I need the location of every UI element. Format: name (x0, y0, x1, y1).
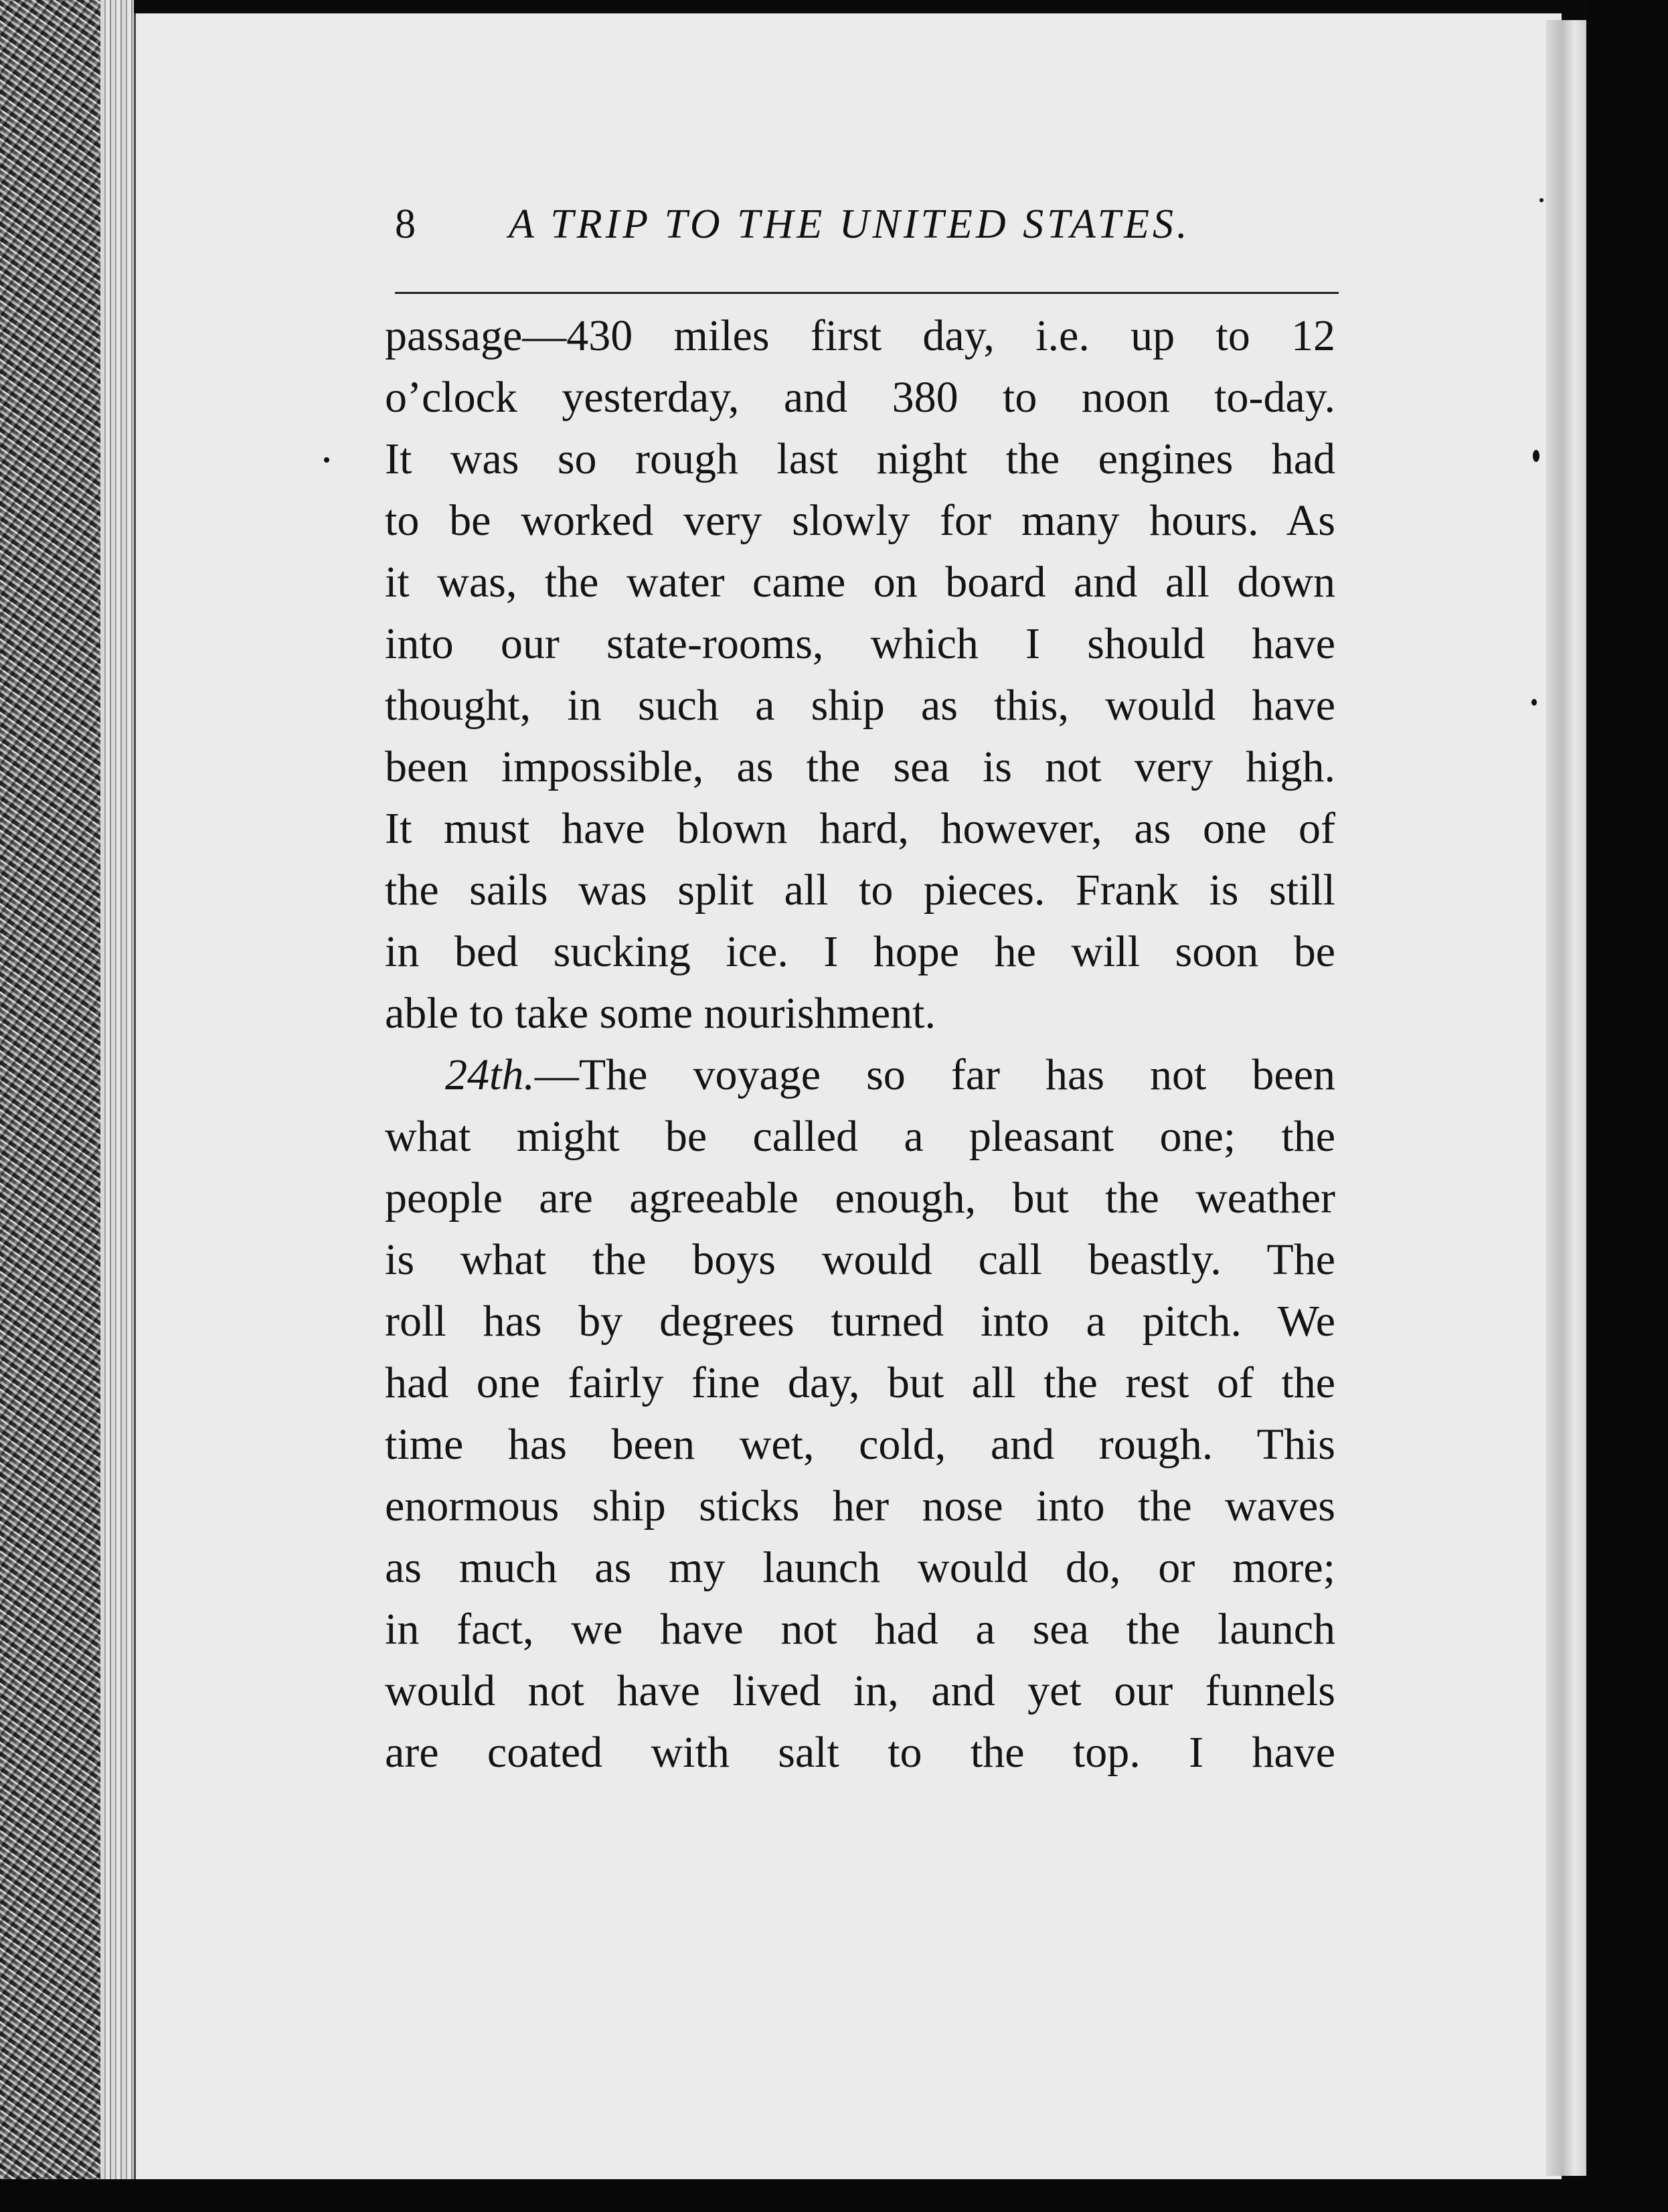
text-line: as much as my launch would do, or more; (385, 1543, 1335, 1592)
text-line: o’clock yesterday, and 380 to noon to-day. (385, 373, 1335, 422)
page-number: 8 (395, 202, 416, 247)
paragraph-2 (385, 1044, 1335, 1784)
scan-speck (324, 457, 329, 463)
text-line: time has been wet, cold, and rough. This (385, 1420, 1335, 1469)
text-line-rest: —The voyage so far has not been (534, 1050, 1335, 1099)
text-line: the sails was split all to pieces. Frank is still (385, 866, 1335, 915)
scan-border-right (1586, 0, 1668, 2212)
text-line: enormous ship sticks her nose into the waves (385, 1482, 1335, 1530)
text-line: would not have lived in, and yet our funnels (385, 1666, 1335, 1715)
text-line: in fact, we have not had a sea the launch (385, 1605, 1335, 1654)
text-line: are coated with salt to the top. I have (385, 1728, 1335, 1777)
text-line: what might be called a pleasant one; the (385, 1112, 1335, 1161)
text-line: passage—430 miles first day, i.e. up to 12 (385, 311, 1335, 360)
text-line: people are agreeable enough, but the weather (385, 1174, 1335, 1222)
text-line: it was, the water came on board and all down (385, 558, 1335, 607)
text-line: to be worked very slowly for many hours. As (385, 496, 1335, 545)
text-line: able to take some nourishment. (385, 989, 936, 1038)
running-head (395, 201, 1345, 254)
dateline: 24th. (445, 1050, 535, 1099)
header-rule (395, 292, 1339, 294)
right-page-edge (1546, 20, 1586, 2176)
paragraph-1 (385, 305, 1335, 1044)
page-stack-edge (100, 0, 134, 2212)
text-line: It must have blown hard, however, as one of (385, 804, 1335, 853)
text-line: is what the boys would call beastly. The (385, 1235, 1335, 1284)
scan-speck (1533, 450, 1539, 462)
scan-speck (1531, 699, 1537, 706)
running-title: A TRIP TO THE UNITED STATES. (509, 202, 1191, 247)
text-line: been impossible, as the sea is not very high. (385, 742, 1335, 791)
paragraph-2-first-line (385, 1044, 1335, 1106)
text-line: in bed sucking ice. I hope he will soon be (385, 927, 1335, 976)
body-text (385, 305, 1335, 1784)
scan-speck (1539, 198, 1544, 202)
text-line: It was so rough last night the engines had (385, 434, 1335, 483)
marbled-book-edge (0, 0, 100, 2212)
text-line: into our state-rooms, which I should have (385, 619, 1335, 668)
text-line: thought, in such a ship as this, would have (385, 681, 1335, 730)
text-line: roll has by degrees turned into a pitch. We (385, 1297, 1335, 1346)
text-line: had one fairly fine day, but all the rest of the (385, 1358, 1335, 1407)
scan-border-bottom (0, 2179, 1668, 2212)
